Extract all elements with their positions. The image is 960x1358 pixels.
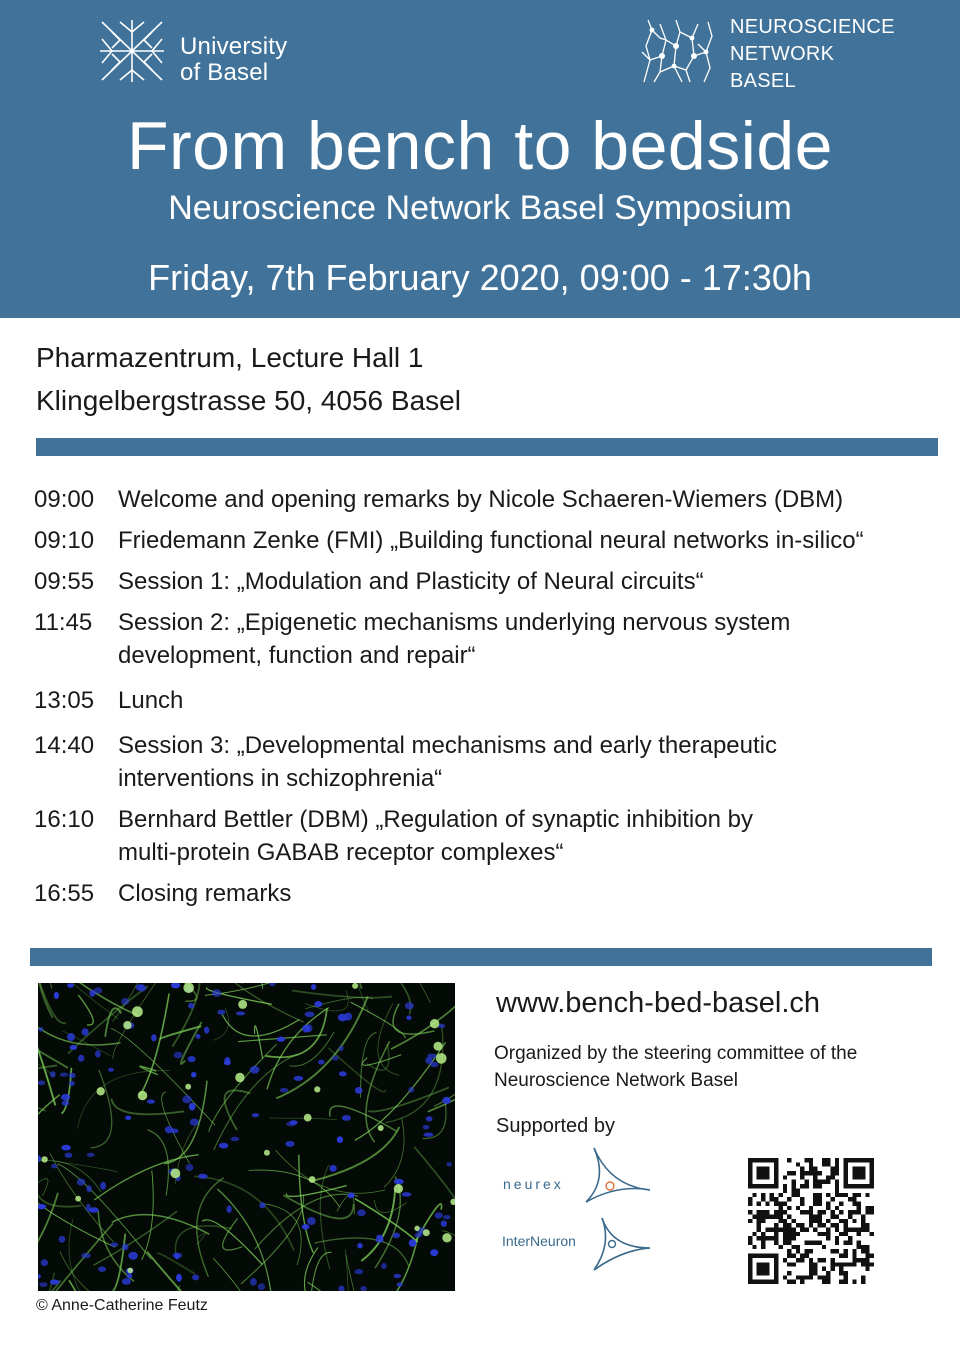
program-time: 16:10 [34, 806, 95, 833]
venue-line-2: Klingelbergstrasse 50, 4056 Basel [36, 385, 461, 416]
website-link[interactable]: www.bench-bed-basel.ch [496, 987, 821, 1019]
program-time: 13:05 [34, 687, 95, 714]
network-name-line-1: NEUROSCIENCE [730, 16, 895, 38]
network-name [730, 14, 895, 95]
event-date: Friday, 7th February 2020, 09:00 - 17:30h [148, 257, 812, 298]
program-description: Lunch [118, 687, 184, 714]
program-time: 09:55 [34, 568, 95, 595]
university-name-line-2: of Basel [180, 59, 269, 86]
organizer-note: Organized by the steering committee of the Neuroscience Network Basel [494, 1043, 858, 1091]
qr-code-icon[interactable] [748, 1158, 874, 1284]
event-title: From bench to bedside [126, 108, 833, 184]
program-item [34, 877, 954, 910]
program-description: Session 2: „Epigenetic mechanisms underlying nervous system development, function and repair“ [118, 609, 791, 669]
program-time: 09:00 [34, 486, 95, 513]
program-time: 11:45 [34, 609, 93, 636]
supported-by-label: Supported by [496, 1115, 615, 1137]
network-name-line-2: NETWORK [730, 43, 835, 65]
program-item [34, 524, 954, 557]
neuron-microscopy-image [38, 983, 455, 1291]
program-time: 16:55 [34, 880, 95, 907]
program-item [34, 729, 954, 795]
divider-top [36, 438, 938, 456]
divider-bottom [30, 948, 932, 966]
event-subtitle: Neuroscience Network Basel Symposium [168, 189, 792, 227]
university-name [180, 34, 287, 86]
header-banner [0, 0, 960, 318]
image-credit: © Anne-Catherine Feutz [36, 1297, 208, 1314]
neurex-logo-text: neurex [503, 1176, 564, 1192]
network-name-line-3: BASEL [730, 70, 796, 92]
program-description: Friedemann Zenke (FMI) „Building functional neural networks in-silico“ [118, 527, 864, 554]
university-name-line-1: University [180, 33, 288, 60]
program-time: 14:40 [34, 732, 95, 759]
interneuron-logo-text: InterNeuron [502, 1233, 576, 1249]
venue-line-1: Pharmazentrum, Lecture Hall 1 [36, 342, 424, 373]
university-of-basel-logo-icon [98, 18, 166, 84]
program-description: Bernhard Bettler (DBM) „Regulation of synaptic inhibition by multi-protein GABAB receptor complexes“ [118, 806, 753, 866]
program-description: Session 1: „Modulation and Plasticity of Neural circuits“ [118, 568, 704, 595]
program-description: Closing remarks [118, 880, 292, 907]
program-item [34, 483, 954, 516]
program-item [34, 606, 954, 672]
program-item [34, 684, 954, 717]
program-list [34, 483, 954, 910]
program-description: Welcome and opening remarks by Nicole Schaeren-Wiemers (DBM) [118, 486, 844, 513]
neuron-microscopy-drawing [38, 983, 455, 1291]
venue-block [36, 336, 461, 422]
program-description: Session 3: „Developmental mechanisms and early therapeutic interventions in schizophrenia“ [118, 732, 778, 792]
program-item [34, 565, 954, 598]
program-time: 09:10 [34, 527, 95, 554]
neuroscience-network-logo-icon [640, 16, 716, 86]
program-item [34, 803, 954, 869]
